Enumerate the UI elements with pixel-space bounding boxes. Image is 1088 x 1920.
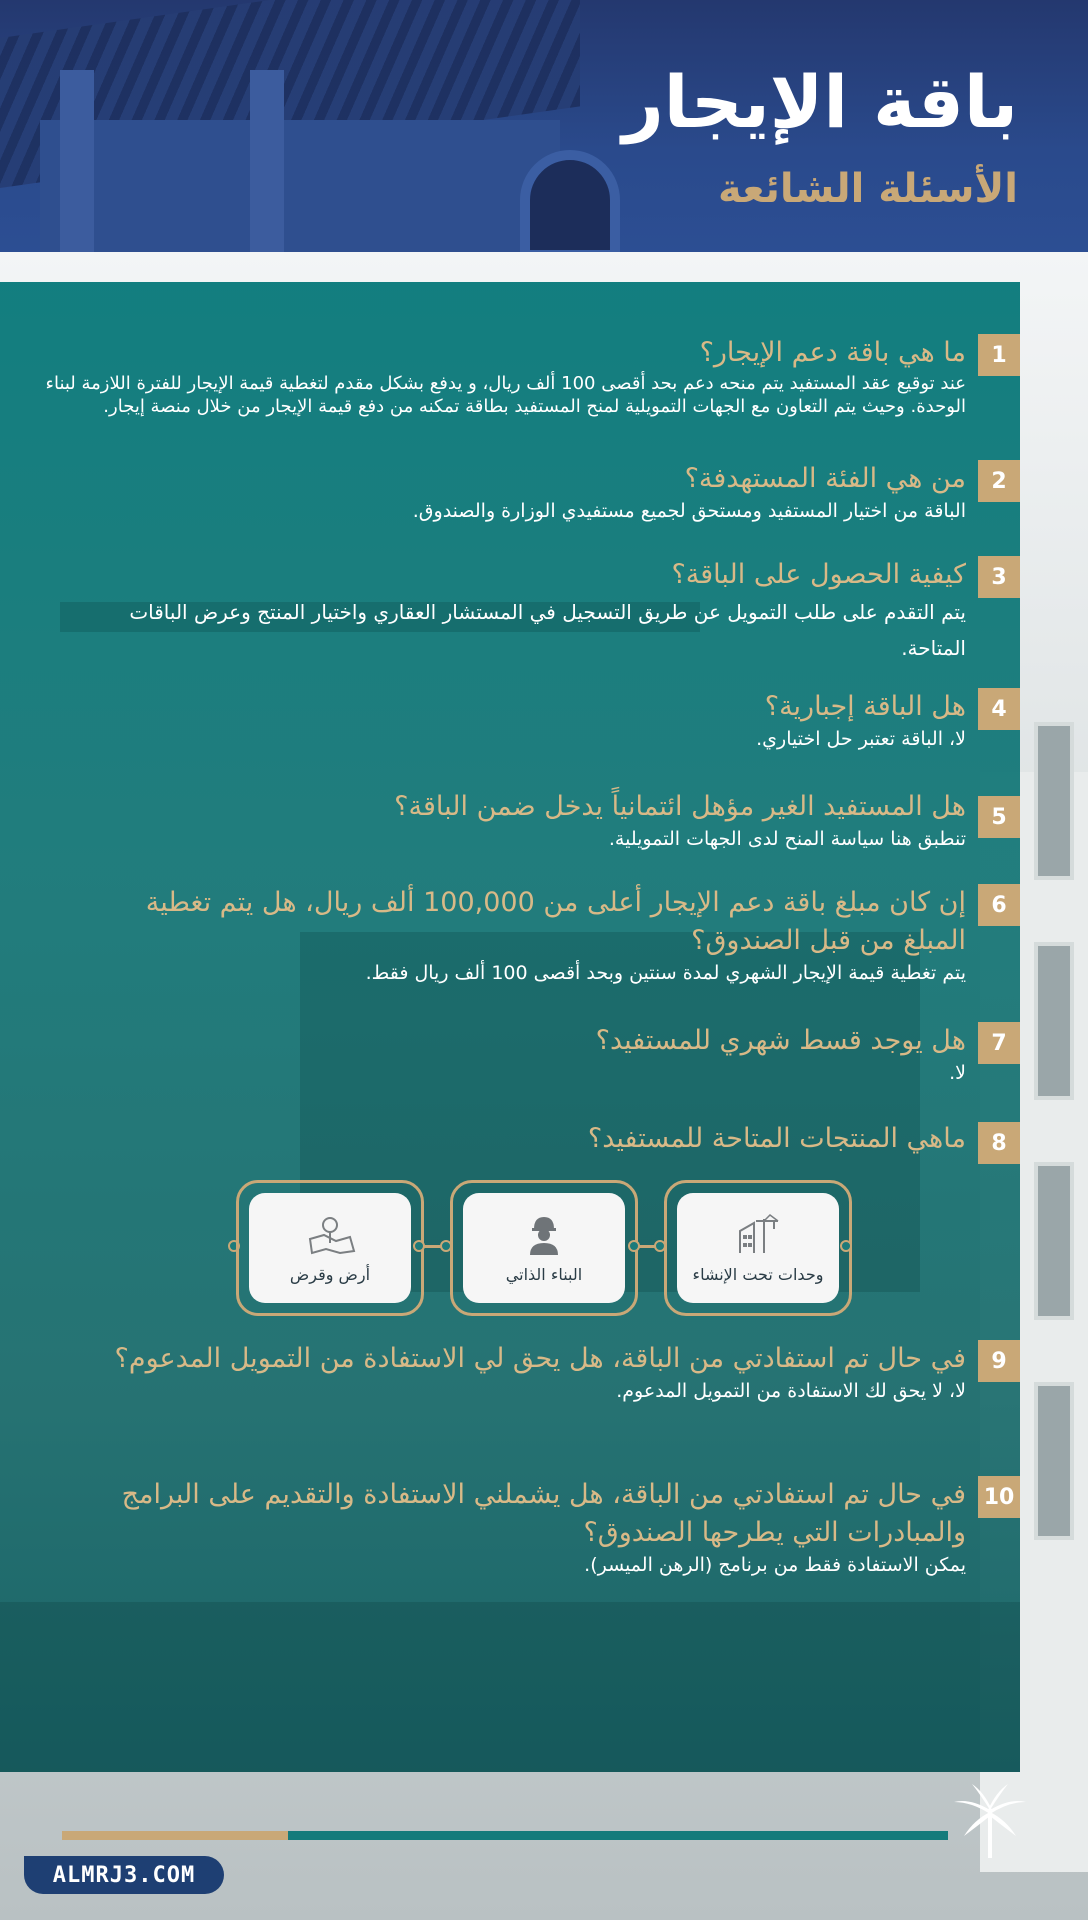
header-column-graphic <box>60 70 94 252</box>
palm-logo <box>950 1780 1030 1860</box>
background-window <box>1034 942 1074 1100</box>
footer-bar-teal <box>288 1831 948 1840</box>
product-label: البناء الذاتي <box>505 1264 583 1284</box>
palm-tree-icon <box>950 1780 1030 1860</box>
product-card-land-loan <box>236 1180 424 1316</box>
faq-number-badge: 5 <box>978 796 1020 838</box>
page-title: باقة الإيجار <box>622 60 1018 144</box>
background-window <box>1034 722 1074 880</box>
faq-item <box>30 334 1007 418</box>
faq-question: كيفية الحصول على الباقة؟ <box>671 559 966 590</box>
faq-answer: الباقة من اختيار المستفيد ومستحق لجميع مستفيدي الوزارة والصندوق. <box>412 500 966 522</box>
products-row <box>228 1180 850 1316</box>
faq-item <box>30 1022 1007 1086</box>
faq-number-badge: 2 <box>978 460 1020 502</box>
connector-dot <box>840 1240 852 1252</box>
footer-bar-gold <box>62 1831 288 1840</box>
faq-item <box>30 688 1007 752</box>
faq-item <box>30 884 1007 986</box>
header-arch-graphic <box>520 150 620 252</box>
faq-number-badge: 10 <box>978 1476 1020 1518</box>
faq-question: في حال تم استفادتي من الباقة، هل يحق لي الاستفادة من التمويل المدعوم؟ <box>114 1343 966 1374</box>
faq-answer: يتم التقدم على طلب التمويل عن طريق التسجيل في المستشار العقاري واختيار المنتج وعرض الباقات المتاحة. <box>129 600 966 660</box>
page-subtitle: الأسئلة الشائعة <box>718 166 1018 212</box>
product-card-under-construction <box>664 1180 852 1316</box>
faq-number-badge: 9 <box>978 1340 1020 1382</box>
faq-question: إن كان مبلغ باقة دعم الإيجار أعلى من 100,000 ألف ريال، هل يتم تغطية المبلغ من قبل الصندوق؟ <box>145 887 966 956</box>
faq-item <box>30 1120 1007 1158</box>
faq-number-badge: 1 <box>978 334 1020 376</box>
faq-number-badge: 4 <box>978 688 1020 730</box>
product-card-self-build <box>450 1180 638 1316</box>
faq-question: هل الباقة إجبارية؟ <box>764 691 966 722</box>
faq-number-badge: 3 <box>978 556 1020 598</box>
faq-answer: لا، الباقة تعتبر حل اختياري. <box>756 728 966 750</box>
faq-number-badge: 6 <box>978 884 1020 926</box>
connector-dot <box>628 1240 640 1252</box>
faq-question: ما هي باقة دعم الإيجار؟ <box>699 337 966 368</box>
faq-item <box>30 556 1007 666</box>
faq-number-badge: 8 <box>978 1122 1020 1164</box>
faq-answer: عند توقيع عقد المستفيد يتم منحه دعم بحد أقصى 100 ألف ريال، و يدفع بشكل مقدم لتغطية قيمة الإيجار للفترة اللازمة لبناء الوحدة. وحيث يتم التعاون مع الجهات التمويلية لمنح المستفيد بطاقة تمكنه من دفع قيمة الإيجار من خلال منصة إيجار. <box>45 373 966 417</box>
header-banner <box>0 0 1088 252</box>
faq-item <box>30 1476 1015 1578</box>
faq-item <box>30 460 1007 524</box>
site-logo[interactable]: ALMRJ3.COM <box>24 1856 224 1894</box>
faq-question: في حال تم استفادتي من الباقة، هل يشملني الاستفادة والتقديم على البرامج والمبادرات التي يطرحها الصندوق؟ <box>121 1479 966 1548</box>
faq-question: ماهي المنتجات المتاحة للمستفيد؟ <box>587 1123 966 1154</box>
product-label: أرض وقرض <box>289 1264 371 1284</box>
faq-answer: تنطبق هنا سياسة المنح لدى الجهات التمويلية. <box>608 828 966 850</box>
background-window <box>1034 1382 1074 1540</box>
faq-number-badge: 7 <box>978 1022 1020 1064</box>
faq-answer: يتم تغطية قيمة الإيجار الشهري لمدة سنتين وبحد أقصى 100 ألف ريال فقط. <box>365 962 966 984</box>
background-window <box>1034 1162 1074 1320</box>
faq-item <box>30 1340 1007 1404</box>
faq-question: هل المستفيد الغير مؤهل ائتمانياً يدخل ضمن الباقة؟ <box>394 791 966 822</box>
faq-item <box>30 788 1007 852</box>
header-column-graphic <box>250 70 284 252</box>
faq-answer: لا، لا يحق لك الاستفادة من التمويل المدعوم. <box>616 1380 966 1402</box>
background-ghost-shape <box>0 1602 1020 1772</box>
faq-answer: لا. <box>949 1062 966 1084</box>
map-pin-icon <box>302 1213 358 1255</box>
faq-question: هل يوجد قسط شهري للمستفيد؟ <box>595 1025 966 1056</box>
connector-dot <box>413 1240 425 1252</box>
product-label: وحدات تحت الإنشاء <box>692 1264 824 1284</box>
header-wall-graphic <box>40 120 560 252</box>
building-crane-icon <box>734 1213 782 1255</box>
faq-answer: يمكن الاستفادة فقط من برنامج (الرهن الميسر). <box>584 1554 966 1576</box>
worker-icon <box>524 1213 564 1255</box>
faq-panel <box>0 282 1020 1772</box>
faq-question: من هي الفئة المستهدفة؟ <box>684 463 966 494</box>
